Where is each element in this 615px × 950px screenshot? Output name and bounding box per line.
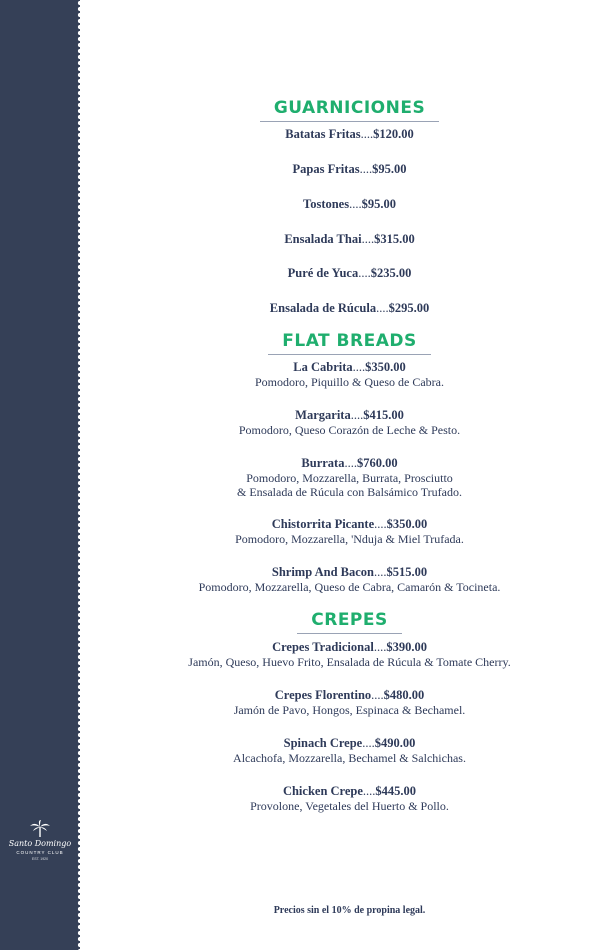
menu-item: Papas Fritas....$95.00 [292, 162, 407, 176]
menu-item: Burrata....$760.00 Pomodoro, Mozzarella, Burrata, Prosciutto & Ensalada de Rúcula con Balsámico Trufado. [237, 456, 462, 499]
menu-item: Spinach Crepe....$490.00 Alcachofa, Mozzarella, Bechamel & Salchichas. [233, 736, 466, 765]
menu-item: Chistorrita Picante....$350.00 Pomodoro, Mozzarella, 'Nduja & Miel Trufada. [235, 517, 464, 546]
club-logo [0, 820, 80, 861]
menu-item: Ensalada Thai....$315.00 [284, 232, 415, 246]
menu-item: Tostones....$95.00 [303, 197, 396, 211]
logo-script: Santo Domingo [8, 839, 72, 848]
footer-note: Precios sin el 10% de propina legal. [273, 905, 426, 916]
menu-content [84, 0, 615, 950]
sidebar-band [0, 0, 80, 950]
menu-item: La Cabrita....$350.00 Pomodoro, Piquillo & Queso de Cabra. [255, 360, 444, 389]
section-title-crepes: CREPES [84, 610, 615, 634]
section-title-guarniciones: GUARNICIONES [84, 98, 615, 122]
menu-item: Crepes Florentino....$480.00 Jamón de Pavo, Hongos, Espinaca & Bechamel. [233, 688, 466, 717]
menu-item: Shrimp And Bacon....$515.00 Pomodoro, Mozzarella, Queso de Cabra, Camarón & Tocineta. [198, 565, 501, 594]
section-title-flat-breads: FLAT BREADS [84, 331, 615, 355]
menu-item: Chicken Crepe....$445.00 Provolone, Vegetales del Huerto & Pollo. [250, 784, 449, 813]
menu-item: Crepes Tradicional....$390.00 Jamón, Queso, Huevo Frito, Ensalada de Rúcula & Tomate Cherry. [188, 640, 511, 669]
menu-item: Batatas Fritas....$120.00 [285, 127, 414, 141]
menu-item: Ensalada de Rúcula....$295.00 [269, 301, 430, 315]
palm-tree-icon [29, 820, 51, 838]
logo-est: EST. 1920 [31, 857, 49, 861]
logo-club: COUNTRY CLUB [16, 850, 64, 855]
menu-item: Margarita....$415.00 Pomodoro, Queso Corazón de Leche & Pesto. [238, 408, 461, 437]
menu-item: Puré de Yuca....$235.00 [287, 266, 412, 280]
